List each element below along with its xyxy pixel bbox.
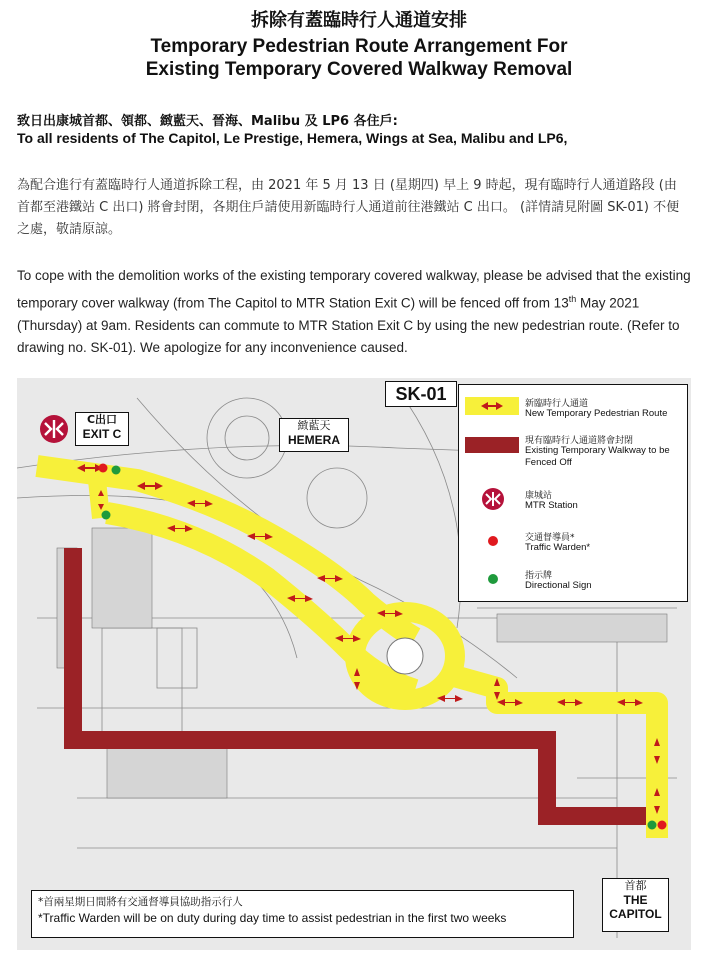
hemera-label [279,418,349,452]
green-dot-icon [487,573,499,585]
legend-row-new-route [459,393,687,423]
capitol-label-zh: 首都 [624,879,647,892]
exit-c-label-zh: C出口 [86,413,118,426]
exit-c-label [75,412,129,446]
note-en: *Traffic Warden will be on duty during day time to assist pedestrian in the first two weeks [38,911,507,925]
capitol-label-en1: THE [623,893,648,907]
site-map [17,378,691,950]
traffic-warden-marker [658,821,667,830]
red-dot-icon [487,535,499,547]
directional-sign-marker [112,466,121,475]
note-zh: *首兩星期日間將有交通督導員協助指示行人 [38,896,243,908]
notice-body-chinese: 為配合進行有蓋臨時行人通道拆除工程，由 2021 年 5 月 13 日 (星期四) 早上 9 時起，現有臨時行人通道路段 (由首都至港鐵站 C 出口) 將會封閉，各期住戶請使用新臨時行人通道前往港鐵站 C 出口。 (詳情請見附圖 SK-01) 不便之處，敬請原諒。 [17,178,680,237]
legend-sign-zh: 指示牌 [525,571,553,581]
notice-body-english [17,265,697,360]
legend-warden-en: Traffic Warden* [525,542,591,553]
drawing-number: SK-01 [385,381,457,407]
legend-fenced-zh: 現有臨時行人通道將會封閉 [525,436,634,446]
mtr-logo-icon [40,415,68,443]
capitol-label-en2: CAPITOL [609,907,662,921]
hemera-label-en: HEMERA [287,433,340,447]
legend-row-fenced [459,431,687,471]
legend-warden-zh: 交通督導員* [525,533,575,543]
legend-row-sign [459,565,687,595]
exit-c-label-en: EXIT C [82,427,122,441]
yellow-route-swatch [465,397,519,415]
legend-mtr-zh: 康城站 [525,491,553,501]
legend-sign-en: Directional Sign [525,580,592,591]
directional-sign-marker [648,821,657,830]
addressee-english: To all residents of The Capitol, Le Prestige, Hemera, Wings at Sea, Malibu and LP6, [17,130,568,146]
traffic-warden-marker [99,464,108,473]
hemera-label-zh: 緻藍天 [297,419,331,432]
notice-body-english-superscript: th [568,293,577,304]
legend-row-warden [459,527,687,557]
addressee-chinese: 致日出康城首都、領都、緻藍天、晉海、Malibu 及 LP6 各住戶: [17,114,398,129]
legend-mtr-en: MTR Station [525,500,578,511]
capitol-label [602,878,669,932]
roundabout-island [387,638,423,674]
legend-new-route-zh: 新臨時行人通道 [525,399,589,409]
directional-sign-marker [102,511,111,520]
map-legend [458,384,688,602]
title-english-line1: Temporary Pedestrian Route Arrangement For [150,36,568,57]
title-english-line2: Existing Temporary Covered Walkway Removal [145,59,573,80]
traffic-warden-note [31,890,574,938]
title-chinese: 拆除有蓋臨時行人通道安排 [251,10,467,31]
legend-row-mtr [459,485,687,515]
legend-fenced-en: Existing Temporary Walkway to be Fenced Off [525,445,670,468]
red-walkway-swatch [465,437,519,453]
notice-body-english-part1: To cope with the demolition works of the existing temporary covered walkway, please be advised that the existing temporary cover walkway (from The Capitol to MTR Station Exit C) will be fenced off from 13 [17,268,691,310]
legend-new-route-en: New Temporary Pedestrian Route [525,408,668,419]
notice-body-english-part2: May 2021 (Thursday) at 9am. Residents can commute to MTR Station Exit C by using the new pedestrian route. (Refer to drawing no. SK-01). We apologize for any inconvenience caused. [17,295,680,355]
mtr-logo-icon [481,487,505,511]
